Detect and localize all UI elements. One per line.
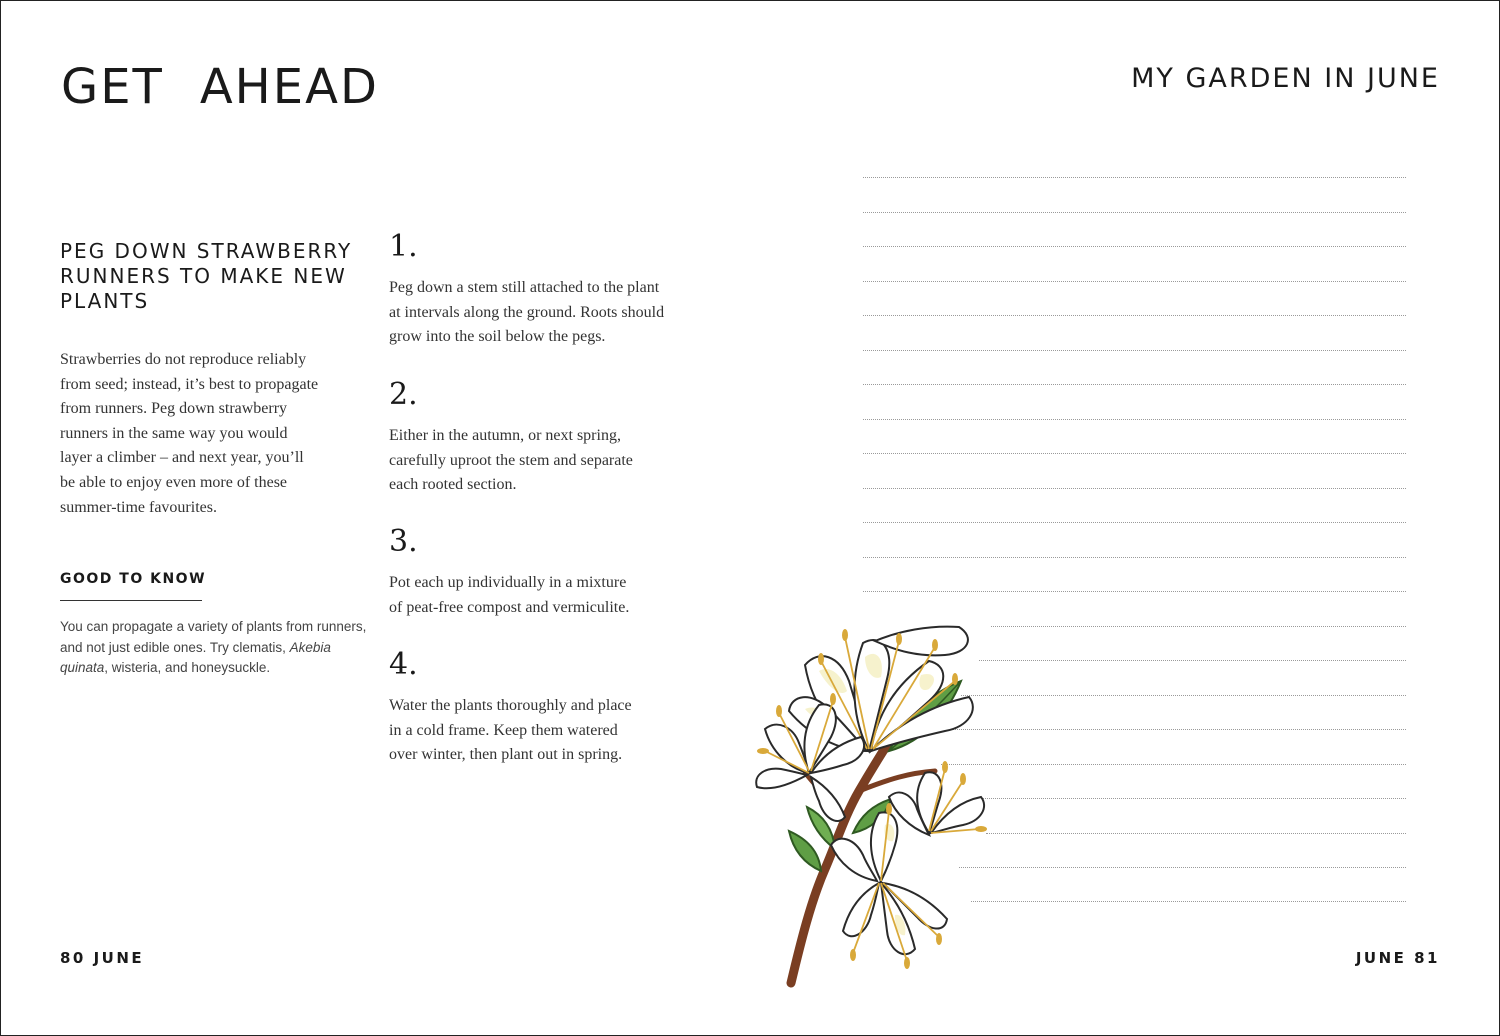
writing-line[interactable] bbox=[863, 246, 1406, 247]
step-number: 1. bbox=[389, 229, 418, 264]
good-to-know-plant-name: Akebia quinata bbox=[60, 639, 331, 675]
step-line: in a cold frame. Keep them watered bbox=[389, 721, 618, 739]
writing-line[interactable] bbox=[863, 350, 1406, 351]
writing-line[interactable] bbox=[863, 453, 1406, 454]
intro-line: from seed; instead, it’s best to propagate bbox=[60, 375, 319, 393]
step-line: each rooted section. bbox=[389, 476, 517, 494]
step-line: Pot each up individually in a mixture bbox=[389, 574, 627, 591]
step-text bbox=[389, 571, 699, 620]
writing-line[interactable] bbox=[979, 660, 1406, 661]
good-to-know-label: GOOD TO KNOW bbox=[60, 571, 207, 587]
intro-paragraph bbox=[60, 348, 350, 520]
step-3 bbox=[389, 525, 709, 620]
step-number: 3. bbox=[389, 524, 418, 559]
step-line: at intervals along the ground. Roots should bbox=[389, 303, 665, 321]
intro-line: Strawberries do not reproduce reliably bbox=[60, 351, 307, 368]
writing-line[interactable] bbox=[986, 833, 1406, 834]
step-4 bbox=[389, 648, 709, 768]
step-1 bbox=[389, 230, 709, 350]
step-text bbox=[389, 694, 699, 768]
intro-line: be able to enjoy even more of these bbox=[60, 473, 288, 491]
good-to-know-text-part: You can propagate a variety of plants from runners, and not just edible ones. Try clematis, bbox=[60, 619, 367, 655]
writing-line[interactable] bbox=[863, 488, 1406, 489]
left-page bbox=[1, 1, 750, 1035]
writing-line[interactable] bbox=[959, 867, 1406, 868]
step-number: 2. bbox=[389, 377, 418, 412]
good-to-know-text bbox=[60, 617, 370, 679]
folio-right: JUNE 81 bbox=[1355, 949, 1440, 967]
writing-line[interactable] bbox=[941, 764, 1406, 765]
writing-line[interactable] bbox=[863, 177, 1406, 178]
step-line: carefully uproot the stem and separate bbox=[389, 451, 633, 469]
step-line: grow into the soil below the pegs. bbox=[389, 328, 606, 346]
writing-line[interactable] bbox=[863, 384, 1406, 385]
writing-line[interactable] bbox=[945, 729, 1406, 730]
page-title-word-1: GET bbox=[61, 59, 164, 115]
section-heading: PEG DOWN STRAWBERRY RUNNERS TO MAKE NEW PLANTS bbox=[60, 239, 353, 313]
step-line: Peg down a stem still attached to the plant bbox=[389, 279, 660, 296]
writing-line[interactable] bbox=[863, 557, 1406, 558]
step-text bbox=[389, 424, 699, 498]
step-text bbox=[389, 276, 699, 350]
writing-line[interactable] bbox=[961, 695, 1406, 696]
notes-page-title: MY GARDEN IN JUNE bbox=[1131, 63, 1440, 94]
step-line: of peat-free compost and vermiculite. bbox=[389, 598, 630, 616]
good-to-know-divider bbox=[60, 600, 202, 601]
step-2 bbox=[389, 378, 709, 498]
step-line: over winter, then plant out in spring. bbox=[389, 746, 623, 764]
page-title bbox=[61, 59, 379, 115]
step-number: 4. bbox=[389, 647, 418, 682]
folio-left: 80 JUNE bbox=[60, 949, 145, 967]
intro-line: runners in the same way you would bbox=[60, 424, 288, 442]
intro-line: from runners. Peg down strawberry bbox=[60, 400, 288, 418]
writing-line[interactable] bbox=[863, 591, 1406, 592]
good-to-know-text-part: , wisteria, and honeysuckle. bbox=[104, 660, 271, 675]
step-line: Either in the autumn, or next spring, bbox=[389, 427, 621, 444]
page-title-word-2: AHEAD bbox=[199, 59, 379, 115]
writing-line[interactable] bbox=[976, 798, 1406, 799]
writing-line[interactable] bbox=[863, 419, 1406, 420]
honeysuckle-illustration bbox=[749, 601, 1009, 991]
intro-line: layer a climber – and next year, you’ll bbox=[60, 449, 304, 467]
step-line: Water the plants thoroughly and place bbox=[389, 697, 632, 714]
writing-line[interactable] bbox=[863, 281, 1406, 282]
writing-line[interactable] bbox=[991, 626, 1406, 627]
writing-line[interactable] bbox=[863, 315, 1406, 316]
writing-line[interactable] bbox=[863, 212, 1406, 213]
intro-line: summer-time favourites. bbox=[60, 498, 217, 516]
writing-line[interactable] bbox=[863, 522, 1406, 523]
writing-line[interactable] bbox=[971, 901, 1406, 902]
